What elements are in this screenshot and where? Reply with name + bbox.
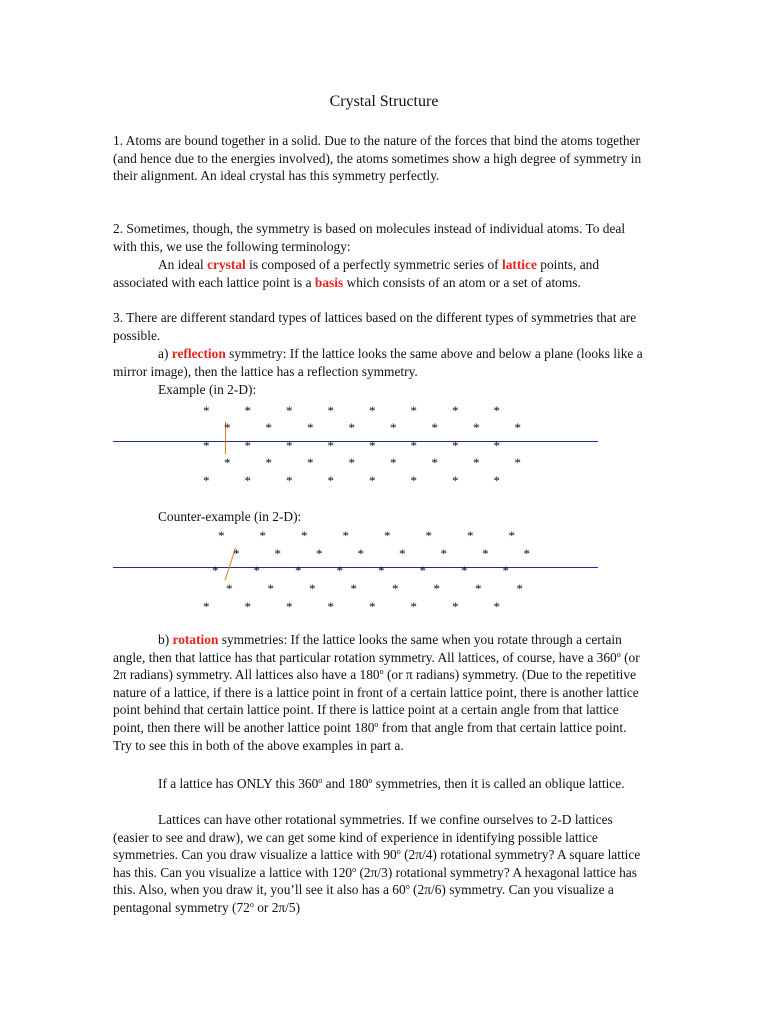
- lattice-point: *: [244, 473, 251, 488]
- lattice-point: *: [286, 473, 293, 488]
- page-title: Crystal Structure: [329, 93, 439, 110]
- term-crystal: crystal: [207, 257, 246, 272]
- lattice-point: *: [327, 473, 334, 488]
- lattice-point: *: [390, 420, 397, 435]
- lattice-point: *: [378, 563, 385, 578]
- lattice-point: *: [350, 581, 357, 596]
- lattice-point: *: [514, 420, 521, 435]
- text-span: radians) symmetry. All lattices also have a 180: [126, 667, 380, 683]
- lattice-point: *: [493, 599, 500, 614]
- lattice-point: *: [327, 438, 334, 453]
- pi-symbol: π: [405, 667, 413, 683]
- term-reflection: reflection: [171, 346, 226, 361]
- text-span: which consists of an atom or a set of atoms.: [343, 274, 581, 290]
- lattice-point: *: [218, 528, 225, 543]
- lattice-point: *: [286, 599, 293, 614]
- text-span: If a lattice has ONLY this 360: [158, 776, 319, 791]
- text-span: (2: [400, 847, 416, 863]
- lattice-point: *: [482, 546, 489, 561]
- lattice-point: *: [410, 403, 417, 418]
- lattice-point: *: [309, 581, 316, 596]
- lattice-point: *: [267, 581, 274, 596]
- lattice-point: *: [244, 403, 251, 418]
- text-span: b): [158, 632, 173, 647]
- lattice-point: *: [452, 403, 459, 418]
- lattice-point: *: [265, 455, 272, 470]
- lattice-point: *: [384, 528, 391, 543]
- text-span: symmetries, then it is called an oblique lattice.: [372, 776, 625, 791]
- paragraph-5: [113, 811, 643, 917]
- lattice-point: *: [475, 581, 482, 596]
- lattice-point: *: [226, 581, 233, 596]
- text-span: (or 2: [113, 649, 640, 683]
- lattice-point: *: [348, 455, 355, 470]
- lattice-point: *: [244, 438, 251, 453]
- lattice-point: *: [253, 563, 260, 578]
- degree-sign: o: [352, 864, 357, 874]
- lattice-point: *: [473, 455, 480, 470]
- lattice-point: *: [410, 599, 417, 614]
- paragraph-3: 3. There are different standard types of lattices based on the different types of symmetries that are possible.: [113, 310, 637, 343]
- text-span: /6) symmetry. Can you visualize a pentagonal symmetry (72: [113, 882, 614, 915]
- text-span: (or: [383, 667, 406, 683]
- text-span: a): [158, 346, 172, 361]
- lattice-point: *: [348, 420, 355, 435]
- lattice-point: *: [224, 455, 231, 470]
- lattice-point: *: [523, 546, 530, 561]
- text-span: from that angle from that certain lattice point. Try to see this in both of the above examples in part a.: [113, 719, 627, 753]
- lattice-point: *: [244, 599, 251, 614]
- term-lattice: lattice: [501, 257, 537, 272]
- lattice-point: *: [452, 438, 459, 453]
- lattice-point: *: [316, 546, 323, 561]
- degree-sign: o: [374, 719, 379, 729]
- paragraph-4: [113, 775, 643, 793]
- lattice-point: *: [357, 546, 364, 561]
- lattice-point: *: [516, 581, 523, 596]
- lattice-point: *: [307, 420, 314, 435]
- lattice-point: *: [493, 473, 500, 488]
- lattice-point: *: [203, 599, 210, 614]
- text-span: (2: [409, 882, 425, 898]
- lattice-point: *: [203, 473, 210, 488]
- lattice-point: *: [431, 455, 438, 470]
- lattice-point: *: [440, 546, 447, 561]
- lattice-point: *: [327, 403, 334, 418]
- lattice-point: *: [431, 420, 438, 435]
- term-rotation: rotation: [172, 632, 219, 647]
- lattice-point: *: [514, 455, 521, 470]
- lattice-point: *: [392, 581, 399, 596]
- lattice-point: *: [327, 599, 334, 614]
- lattice-point: *: [433, 581, 440, 596]
- text-span: An ideal: [158, 257, 208, 272]
- degree-sign: o: [405, 882, 410, 892]
- counter-example-label: Counter-example (in 2-D):: [158, 509, 302, 524]
- text-span: (2: [356, 864, 371, 880]
- lattice-point: *: [493, 403, 500, 418]
- lattice-point: *: [473, 420, 480, 435]
- text-span: radians) symmetry. (Due to the repetitive nature of a lattice, if there is a lattice point in front of a certain lattice point, there is another lattice point behind that certain lattice point. If there is lattice point at a certain angle from that lattice point, then there will be another lattice point 180: [113, 667, 639, 735]
- lattice-point: *: [369, 599, 376, 614]
- paragraph-2: 2. Sometimes, though, the symmetry is based on molecules instead of individual atoms. To deal with this, we use the following terminology:: [113, 221, 626, 254]
- lattice-point: *: [301, 528, 308, 543]
- lattice-point: *: [342, 528, 349, 543]
- degree-sign: o: [318, 776, 323, 785]
- degree-sign: o: [249, 899, 254, 909]
- degree-sign: o: [396, 847, 401, 857]
- lattice-point: *: [502, 563, 509, 578]
- pi-symbol: π: [415, 847, 423, 863]
- text-span: Lattices can have other rotational symmetries. If we confine ourselves to 2-D lattices (easier to see and draw), we can get some kind of experience in identifying possible lattice symmetries. Can you draw visualize a lattice with 90: [113, 812, 613, 863]
- lattice-point: *: [307, 455, 314, 470]
- example-label: Example (in 2-D):: [158, 382, 257, 397]
- text-span: symmetries: If the lattice looks the same when you rotate through a certain angle, then that lattice has that particular rotation symmetry. All lattices, of course, have a 360: [113, 632, 622, 665]
- pi-symbol: π: [370, 864, 378, 880]
- term-basis: basis: [314, 274, 344, 290]
- lattice-point: *: [452, 473, 459, 488]
- lattice-point: *: [369, 438, 376, 453]
- lattice-point: *: [369, 473, 376, 488]
- lattice-point: *: [390, 455, 397, 470]
- lattice-point: *: [203, 438, 210, 453]
- lattice-point: *: [203, 403, 210, 418]
- pi-symbol: π: [424, 882, 431, 898]
- lattice-point: *: [286, 403, 293, 418]
- lattice-point: *: [233, 546, 240, 561]
- degree-sign: o: [379, 667, 384, 677]
- degree-sign: o: [616, 649, 621, 659]
- text-span: /4) rotational symmetry? A square lattice has this. Can you visualize a lattice with 120: [113, 847, 641, 880]
- lattice-point: *: [369, 403, 376, 418]
- text-span: is composed of a perfectly symmetric series of: [245, 257, 502, 272]
- text-span: /5): [285, 899, 301, 915]
- lattice-point: *: [410, 473, 417, 488]
- pi-symbol: π: [119, 667, 127, 683]
- lattice-point: *: [419, 563, 426, 578]
- lattice-point: *: [295, 563, 302, 578]
- degree-sign: o: [368, 776, 373, 785]
- lattice-point: *: [224, 420, 231, 435]
- text-span: points, and associated with each lattice point is a: [113, 257, 600, 290]
- lattice-point: *: [399, 546, 406, 561]
- lattice-point: *: [452, 599, 459, 614]
- lattice-point: *: [425, 528, 432, 543]
- lattice-point: *: [259, 528, 266, 543]
- lattice-point: *: [508, 528, 515, 543]
- lattice-point: *: [286, 438, 293, 453]
- mirror-line: [113, 567, 598, 568]
- lattice-point: *: [265, 420, 272, 435]
- lattice-point: *: [410, 438, 417, 453]
- text-span: symmetry: If the lattice looks the same above and below a plane (looks like a mirror image), then the lattice has a reflection symmetry.: [113, 346, 643, 379]
- pi-symbol: π: [278, 899, 286, 915]
- lattice-point: *: [461, 563, 468, 578]
- lattice-point: *: [493, 438, 500, 453]
- paragraph-1: 1. Atoms are bound together in a solid. Due to the nature of the forces that bind the atoms together (and hence due to the energies involved), the atoms sometimes show a high degree of symmetry in their alignment. An ideal crystal has this symmetry perfectly.: [113, 133, 642, 184]
- paragraph-3b: [113, 631, 643, 754]
- lattice-point: *: [274, 546, 281, 561]
- text-span: or 2: [253, 899, 279, 915]
- text-span: /3) rotational symmetry? A hexagonal lattice has this. Also, when you draw it, you’ll see it also has a 60: [113, 864, 637, 898]
- lattice-point: *: [336, 563, 343, 578]
- lattice-point: *: [467, 528, 474, 543]
- lattice-point: *: [212, 563, 219, 578]
- text-span: and 180: [322, 776, 369, 791]
